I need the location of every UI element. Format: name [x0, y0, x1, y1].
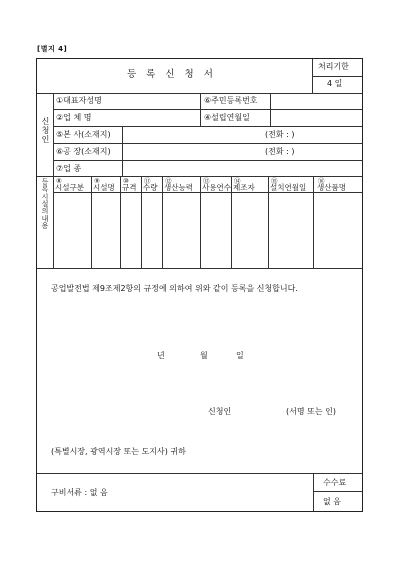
application-form-frame: [36, 58, 363, 512]
col-install-date: 설치연월일: [270, 183, 307, 192]
date-day-label: 일: [236, 351, 244, 360]
col-capacity: 생산능력: [164, 183, 193, 192]
col-num-8: ⑮: [271, 177, 278, 185]
processing-period-label: 처리기한: [318, 62, 349, 71]
col-num-2: ⑨: [94, 177, 100, 185]
head-office-label: ⑤본 사(소재지): [56, 130, 111, 139]
required-documents: 구비서류 : 없 음: [51, 488, 108, 497]
col-num-1: ⑧: [56, 177, 62, 185]
recipient-line: (특별시장, 광역시장 또는 도지사) 귀하: [51, 447, 186, 456]
establishment-date-label: ④설립연월일: [204, 113, 250, 122]
col-facility-name: 시설명: [93, 183, 115, 192]
col-num-5: ⑫: [165, 177, 172, 185]
col-product-name: 생산품명: [317, 183, 346, 192]
business-type-label: ⑦업 종: [56, 164, 82, 173]
facility-section-label: 등록시설의내용: [41, 178, 49, 231]
rep-name-label: ①대표자성명: [56, 96, 102, 105]
applicant-section-label: 신청인: [41, 117, 50, 145]
head-office-phone: (전화 : ): [265, 130, 295, 139]
date-month-label: 월: [200, 351, 208, 360]
col-num-9: ⑯: [318, 177, 325, 185]
company-name-label: ②업 체 명: [56, 113, 92, 122]
application-statement: 공업발전법 제9조제2항의 규정에 의하여 위와 같이 등록을 신청합니다.: [51, 284, 298, 293]
col-facility-type: 시설구분: [55, 183, 84, 192]
col-years-used: 사용연수: [202, 183, 231, 192]
col-quantity: 수량: [143, 183, 158, 192]
resident-number-label: ⑥주민등록번호: [204, 96, 258, 105]
col-num-3: ⑩: [123, 177, 129, 185]
date-year-label: 년: [157, 351, 165, 360]
form-number-tag: [별지 4]: [37, 45, 68, 53]
fee-value: 없 음: [323, 497, 341, 506]
factory-phone: (전화 : ): [265, 147, 295, 156]
col-spec: 규격: [122, 183, 137, 192]
fee-label: 수수료: [323, 478, 347, 487]
col-num-6: ⑬: [203, 177, 210, 185]
col-num-7: ⑭: [234, 177, 241, 185]
form-title: 등록신청서: [127, 69, 223, 80]
applicant-sign-label: 신청인: [208, 407, 232, 416]
processing-period-value: 4 일: [327, 79, 343, 88]
factory-label: ⑥공 장(소재지): [56, 147, 111, 156]
col-num-4: ⑪: [144, 177, 151, 185]
col-manufacturer: 제조자: [233, 183, 255, 192]
signature-seal-label: (서명 또는 인): [286, 407, 336, 416]
